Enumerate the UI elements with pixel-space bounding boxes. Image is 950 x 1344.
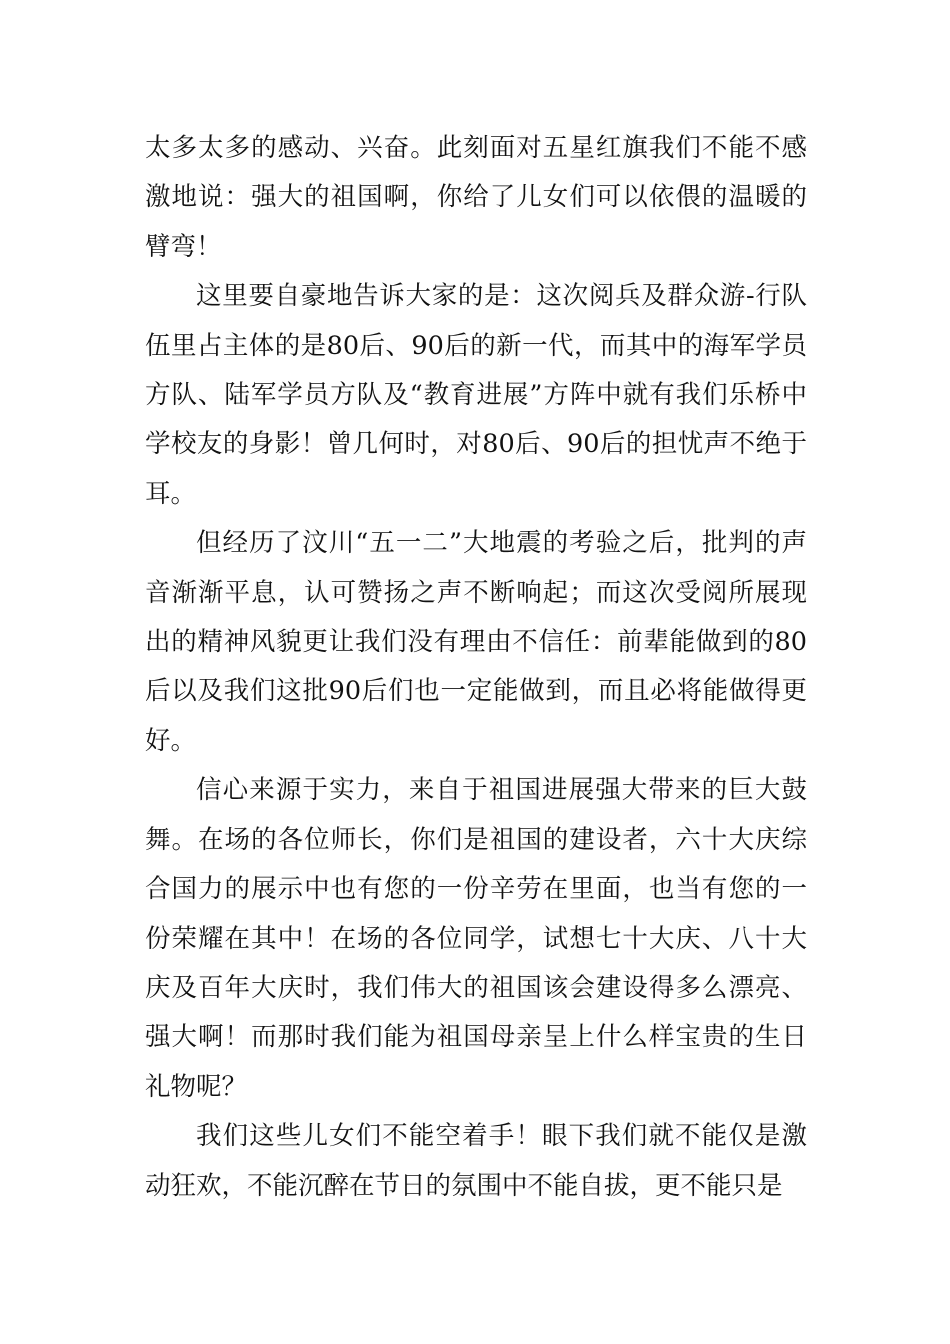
paragraph: 我们这些儿女们不能空着手！眼下我们就不能仅是激动狂欢，不能沉醉在节日的氛围中不能自拔，更不能只是 <box>145 1121 807 1201</box>
paragraph: 信心来源于实力，来自于祖国进展强大带来的巨大鼓舞。在场的各位师长，你们是祖国的建设者，六十大庆综合国力的展示中也有您的一份辛劳在里面，也当有您的一份荣耀在其中！在场的各位同学，试想七十大庆、八十大庆及百年大庆时，我们伟大的祖国该会建设得多么漂亮、强大啊！而那时我们能为祖国母亲呈上什么样宝贵的生日礼物呢？ <box>145 775 807 1102</box>
paragraph: 但经历了汶川“五一二”大地震的考验之后，批判的声音渐渐平息，认可赞扬之声不断响起；而这次受阅所展现出的精神风貌更让我们没有理由不信任：前辈能做到的80后以及我们这批90后们也一定能做到，而且必将能做得更好。 <box>145 528 807 756</box>
paragraph: 这里要自豪地告诉大家的是：这次阅兵及群众游-行队伍里占主体的是80后、90后的新一代，而其中的海军学员方队、陆军学员方队及“教育进展”方阵中就有我们乐桥中学校友的身影！曾几何时，对80后、90后的担忧声不绝于耳。 <box>145 281 807 509</box>
paragraph-continuation: 太多太多的感动、兴奋。此刻面对五星红旗我们不能不感激地说：强大的祖国啊，你给了儿女们可以依偎的温暖的臂弯！ <box>145 133 807 262</box>
document-body <box>145 124 807 1211</box>
